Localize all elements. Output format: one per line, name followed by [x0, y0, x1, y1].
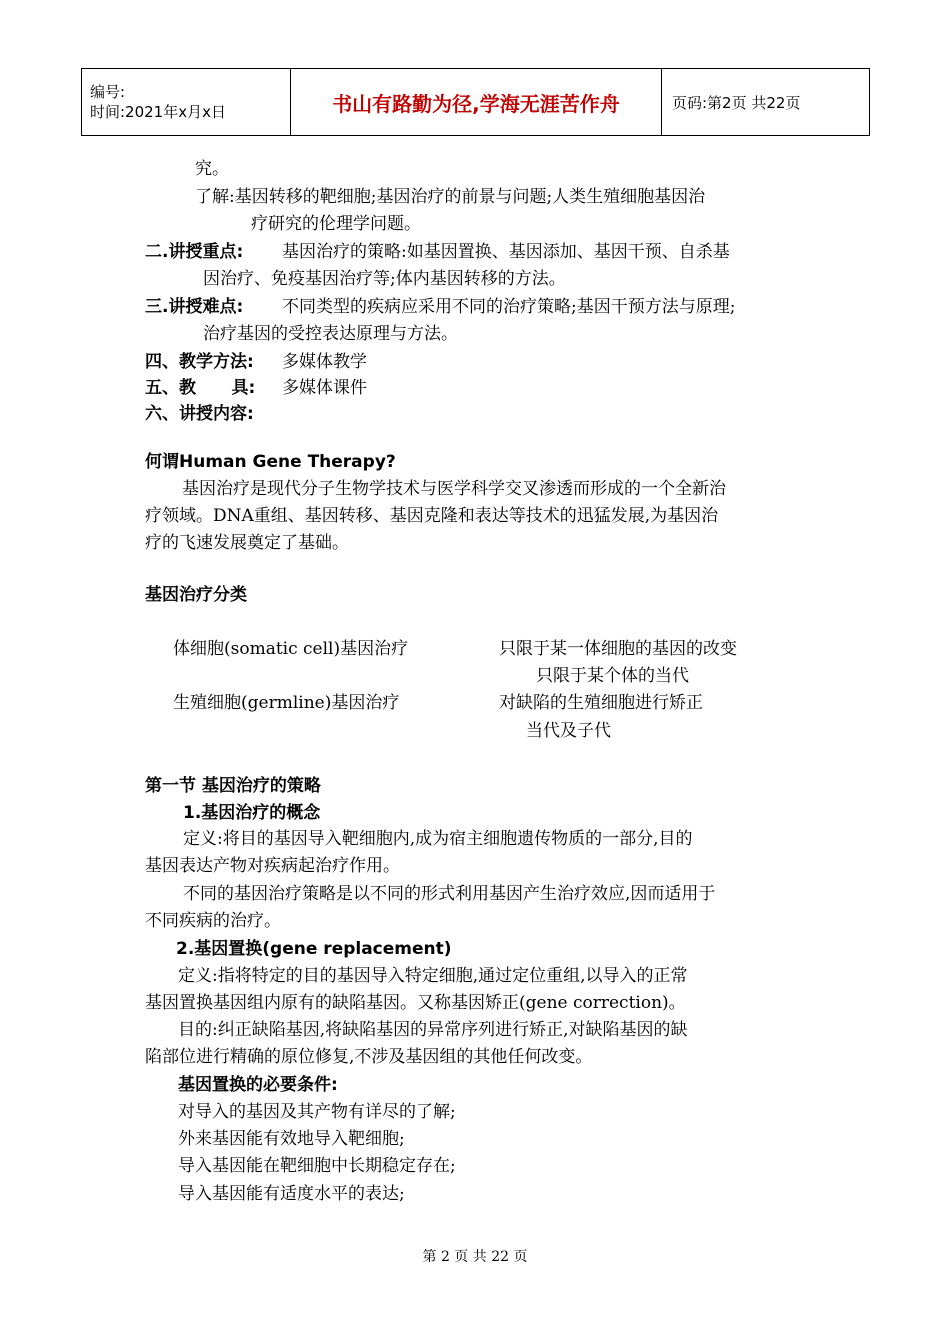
text-line: 陷部位进行精确的原位修复,不涉及基因组的其他任何改变。 [145, 1047, 593, 1067]
page-footer: 第 2 页 共 22 页 [422, 1249, 528, 1265]
text-line: 定义:指将特定的目的基因导入特定细胞,通过定位重组,以导入的正常 [178, 966, 688, 986]
motto: 书山有路勤为径,学海无涯苦作舟 [291, 69, 662, 136]
page-info: 页码:第2页 共22页 [662, 69, 870, 136]
text-line: 对缺陷的生殖细胞进行矫正 [499, 693, 703, 713]
header-meta-cell [82, 69, 291, 136]
list-item: 外来基因能有效地导入靶细胞; [178, 1129, 405, 1149]
time-label: 时间:2021年x月x日 [90, 103, 226, 121]
number-label: 编号: [90, 83, 126, 101]
subheading: 2.基因置换(gene replacement) [176, 939, 452, 959]
text-line: 定义:将目的基因导入靶细胞内,成为宿主细胞遗传物质的一部分,目的 [183, 829, 693, 849]
list-item: 对导入的基因及其产物有详尽的了解; [178, 1102, 456, 1122]
text-line: 多媒体教学 [282, 352, 367, 372]
text-line: 不同疾病的治疗。 [145, 911, 281, 931]
text-line: 基因置换基因组内原有的缺陷基因。又称基因矫正(gene correction)。 [145, 993, 686, 1013]
subheading: 基因治疗分类 [145, 585, 247, 605]
text-line: 多媒体课件 [282, 378, 367, 398]
text-line: 基因表达产物对疾病起治疗作用。 [145, 856, 400, 876]
text-line: 只限于某个体的当代 [536, 666, 689, 686]
header-table [81, 68, 870, 136]
list-item: 导入基因能有适度水平的表达; [178, 1184, 405, 1204]
text-line: 只限于某一体细胞的基因的改变 [499, 639, 737, 659]
text-line: 疗领域。DNA重组、基因转移、基因克隆和表达等技术的迅猛发展,为基因治 [145, 506, 719, 526]
section-heading: 四、教学方法: [145, 352, 254, 372]
subheading: 1.基因治疗的概念 [183, 803, 321, 823]
list-item: 导入基因能在靶细胞中长期稳定存在; [178, 1156, 456, 1176]
subheading: 基因置换的必要条件: [178, 1075, 338, 1095]
text-line: 治疗基因的受控表达原理与方法。 [203, 324, 458, 344]
section-heading: 第一节 基因治疗的策略 [145, 776, 321, 796]
text-line: 不同类型的疾病应采用不同的治疗策略;基因干预方法与原理; [282, 297, 736, 317]
text-line: 目的:纠正缺陷基因,将缺陷基因的异常序列进行矫正,对缺陷基因的缺 [178, 1020, 688, 1040]
section-heading: 五、教 具: [145, 378, 256, 398]
section-heading: 三.讲授难点: [145, 297, 244, 317]
section-heading: 二.讲授重点: [145, 242, 244, 262]
text-line: 基因治疗是现代分子生物学技术与医学科学交叉渗透而形成的一个全新治 [182, 479, 726, 499]
section-heading: 六、讲授内容: [145, 404, 254, 424]
text-line: 疗研究的伦理学问题。 [251, 214, 421, 234]
text-line: 生殖细胞(germline)基因治疗 [173, 693, 400, 713]
text-line: 体细胞(somatic cell)基因治疗 [173, 639, 409, 659]
subheading: 何谓Human Gene Therapy? [145, 452, 396, 472]
text-line: 不同的基因治疗策略是以不同的形式利用基因产生治疗效应,因而适用于 [183, 884, 716, 904]
text-line: 了解:基因转移的靶细胞;基因治疗的前景与问题;人类生殖细胞基因治 [195, 187, 706, 207]
text-line: 基因治疗的策略:如基因置换、基因添加、基因干预、自杀基 [282, 242, 730, 262]
text-line: 疗的飞速发展奠定了基础。 [145, 533, 349, 553]
text-line: 究。 [195, 159, 229, 179]
text-line: 当代及子代 [526, 721, 611, 741]
text-line: 因治疗、免疫基因治疗等;体内基因转移的方法。 [203, 269, 566, 289]
